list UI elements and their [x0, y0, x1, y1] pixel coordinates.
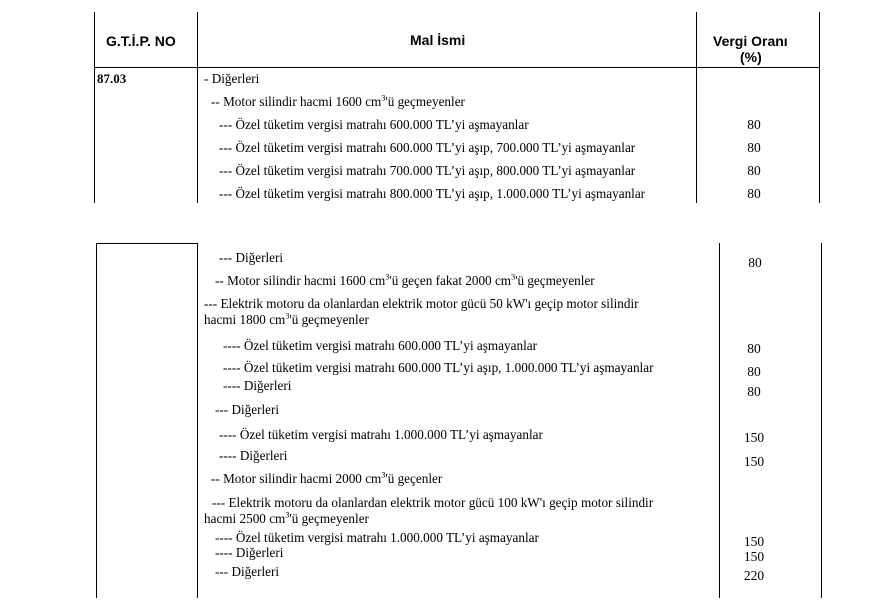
table-row: --- Özel tüketim vergisi matrahı 800.000 TL’yi aşıp, 1.000.000 TL’yi aşmayanlar	[219, 186, 646, 201]
gtip-code: 87.03	[97, 71, 127, 86]
rate-value: 220	[743, 568, 765, 583]
table-row: hacmi 1800 $cm^3'ü$ geçmeyenler	[204, 311, 369, 327]
table-row: --- Elektrik motoru da olanlardan elektrik motor gücü 50 kW'ı geçip motor silindir	[204, 296, 639, 311]
rate-value: 80	[747, 364, 761, 379]
rate-value: 80	[747, 384, 761, 399]
rate-value: 150	[743, 534, 765, 549]
table-row: --- Diğerleri	[215, 564, 280, 579]
rate-value: 80	[747, 140, 761, 155]
table-row: hacmi 2500 $cm^3'ü$ geçmeyenler	[204, 510, 369, 526]
header-gtip-no: G.T.İ.P. NO	[106, 33, 176, 49]
table-row: --- Diğerleri	[219, 250, 284, 265]
rate-value: 80	[747, 186, 761, 201]
header-vergi-orani: Vergi Oranı	[713, 33, 788, 49]
rate-value: 150	[743, 549, 765, 564]
header-vergi-orani-unit: (%)	[740, 49, 762, 65]
table-row: ---- Diğerleri	[215, 545, 284, 560]
table-row: ---- Diğerleri	[223, 378, 292, 393]
table-row: --- Elektrik motoru da olanlardan elektrik motor gücü 100 kW'ı geçip motor silindir	[212, 495, 654, 510]
rate-value: 150	[743, 454, 765, 469]
table-row: --- Özel tüketim vergisi matrahı 600.000 TL’yi aşmayanlar	[219, 117, 529, 132]
rate-value: 80	[747, 163, 761, 178]
table-row: --- Özel tüketim vergisi matrahı 700.000 TL’yi aşıp, 800.000 TL’yi aşmayanlar	[219, 163, 636, 178]
table-row: --- Özel tüketim vergisi matrahı 600.000 TL’yi aşıp, 700.000 TL’yi aşmayanlar	[219, 140, 636, 155]
table-row: -- Motor silindir hacmi 1600 $cm^3'ü$ geçen fakat 2000 $cm^3'ü$ geçmeyenler	[215, 272, 595, 288]
table-row: --- Diğerleri	[215, 402, 280, 417]
rate-value: 80	[748, 255, 762, 270]
rate-value: 80	[747, 117, 761, 132]
rate-value: 150	[743, 430, 765, 445]
table-row: -- Motor silindir hacmi 2000 $cm^3'ü$ geçenler	[211, 470, 443, 486]
table-row: ---- Özel tüketim vergisi matrahı 1.000.000 TL’yi aşmayanlar	[215, 530, 539, 545]
rate-value: 80	[747, 341, 761, 356]
header-mal-ismi: Mal İsmi	[410, 32, 466, 48]
table-row: ---- Özel tüketim vergisi matrahı 600.000 TL’yi aşmayanlar	[223, 338, 537, 353]
table-row: ---- Diğerleri	[219, 448, 288, 463]
table-row: -- Motor silindir hacmi 1600 $cm^3'ü$ geçmeyenler	[211, 93, 465, 109]
table-row: ---- Özel tüketim vergisi matrahı 600.000 TL’yi aşıp, 1.000.000 TL’yi aşmayanlar	[223, 360, 654, 375]
table-row: - Diğerleri	[204, 71, 260, 86]
table-row: ---- Özel tüketim vergisi matrahı 1.000.000 TL’yi aşmayanlar	[219, 427, 543, 442]
